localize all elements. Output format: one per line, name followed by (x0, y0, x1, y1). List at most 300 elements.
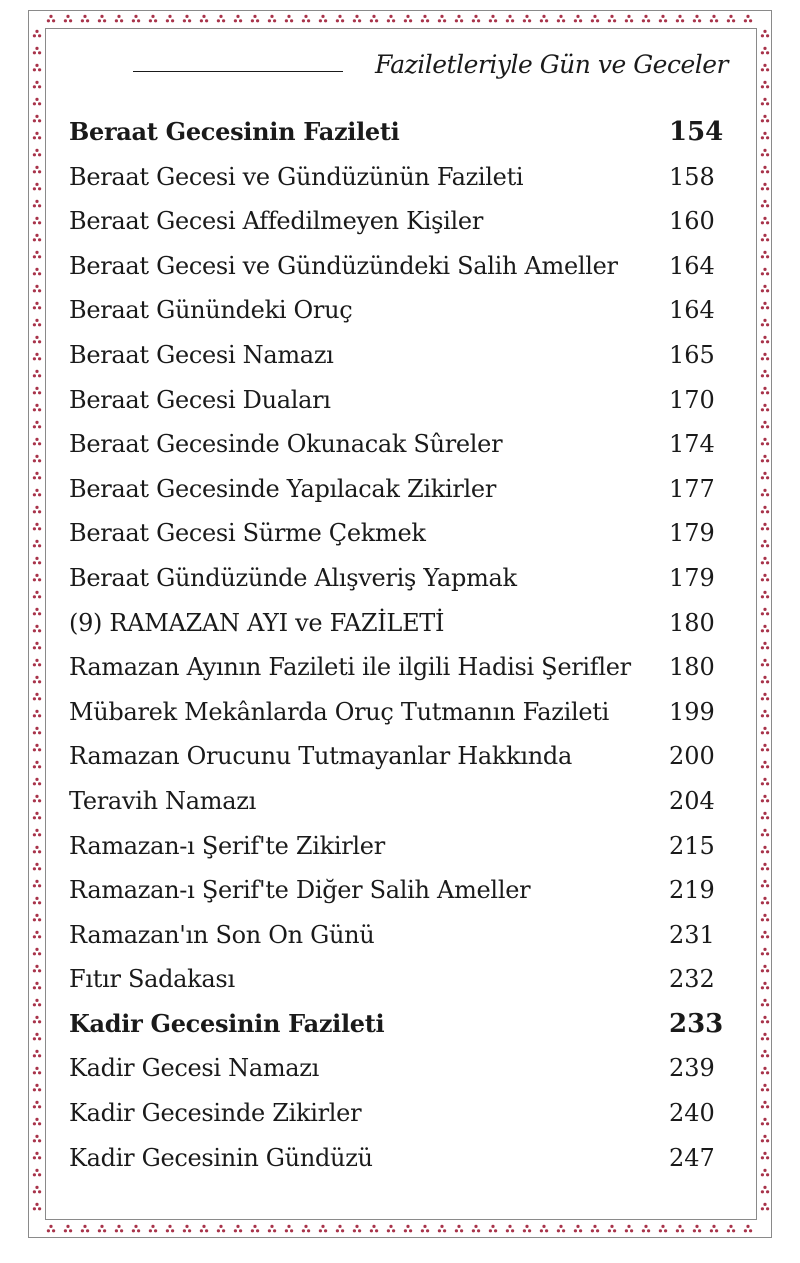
ornament-dot (766, 782, 769, 785)
toc-entry-page-number: 154 (669, 117, 724, 147)
ornament-dot (52, 1229, 55, 1232)
ornament-dot (171, 19, 174, 22)
ornament-dot (763, 132, 766, 135)
ornament-dot (38, 102, 41, 105)
ornament-dot (33, 34, 36, 37)
ornament-dot (421, 19, 424, 22)
ornament-dot (528, 19, 531, 22)
ornament-dot (38, 1105, 41, 1108)
ornament-dot (457, 15, 460, 18)
ornament-dot (625, 1229, 628, 1232)
ornament-dot (33, 1003, 36, 1006)
ornament-dot (33, 782, 36, 785)
ornament-dot (766, 1122, 769, 1125)
ornament-dot (35, 1203, 38, 1206)
ornament-dot (33, 714, 36, 717)
ornament-dot (35, 744, 38, 747)
ornament-dot (268, 1229, 271, 1232)
ornament-dot (766, 969, 769, 972)
ornament-dot (761, 136, 764, 139)
ornament-dot (761, 731, 764, 734)
ornament-dot (763, 642, 766, 645)
ornament-dot (33, 357, 36, 360)
ornament-dot (727, 19, 730, 22)
ornament-dot (35, 1067, 38, 1070)
ornament-dot (761, 323, 764, 326)
ornament-dot (375, 1229, 378, 1232)
ornament-dot (38, 187, 41, 190)
ornament-dot (302, 19, 305, 22)
ornament-dot (392, 1229, 395, 1232)
ornament-dot (766, 187, 769, 190)
ornament-dot (404, 19, 407, 22)
ornament-dot (35, 421, 38, 424)
ornament-dot (766, 1037, 769, 1040)
ornament-dot (38, 510, 41, 513)
ornament-dot (749, 1229, 752, 1232)
ornament-dot (644, 15, 647, 18)
ornament-dot (763, 829, 766, 832)
ornament-dot (761, 629, 764, 632)
ornament-dot (35, 217, 38, 220)
ornament-dot (285, 19, 288, 22)
ornament-dot (761, 442, 764, 445)
ornament-dot (33, 221, 36, 224)
ornament-dot (763, 1067, 766, 1070)
ornament-dot (545, 1229, 548, 1232)
ornament-dot (38, 1020, 41, 1023)
toc-entry-title: Kadir Gecesinin Fazileti (69, 1008, 385, 1038)
ornament-dot (33, 561, 36, 564)
ornament-dot (35, 251, 38, 254)
ornament-dot (273, 19, 276, 22)
ornament-dot (763, 625, 766, 628)
ornament-dot (47, 19, 50, 22)
ornament-dot (33, 986, 36, 989)
ornament-dot (763, 523, 766, 526)
table-of-contents (69, 112, 729, 1182)
ornament-dot (763, 1135, 766, 1138)
ornament-dot (761, 1003, 764, 1006)
ornament-dot (33, 1122, 36, 1125)
ornament-dot (33, 918, 36, 921)
ornament-dot (33, 1088, 36, 1091)
ornament-dot (38, 833, 41, 836)
ornament-dot (715, 19, 718, 22)
ornament-dot (763, 897, 766, 900)
ornament-dot (33, 595, 36, 598)
ornament-dot (33, 102, 36, 105)
toc-entry-page-number: 165 (669, 340, 715, 369)
ornament-dot (33, 1037, 36, 1040)
ornament-dot (38, 782, 41, 785)
ornament-dot (761, 612, 764, 615)
ornament-dot (35, 1118, 38, 1121)
ornament-dot (66, 1225, 69, 1228)
ornament-dot (761, 1071, 764, 1074)
ornament-dot (761, 544, 764, 547)
ornament-dot (766, 799, 769, 802)
ornament-dot (236, 1225, 239, 1228)
ornament-dot (474, 1225, 477, 1228)
ornament-dot (763, 676, 766, 679)
ornament-dot (506, 19, 509, 22)
ornament-dot (341, 1229, 344, 1232)
ornament-dot (120, 19, 123, 22)
toc-entry-title: Beraat Gecesi ve Gündüzündeki Salih Ameller (69, 251, 618, 280)
ornament-dot (746, 15, 749, 18)
ornament-dot (33, 1156, 36, 1159)
ornament-dot (761, 799, 764, 802)
ornament-dot (38, 629, 41, 632)
ornament-dot (302, 1229, 305, 1232)
ornament-dot (38, 374, 41, 377)
ornament-dot (763, 948, 766, 951)
ornament-dot (290, 1229, 293, 1232)
ornament-dot (455, 1229, 458, 1232)
ornament-dot (38, 935, 41, 938)
ornament-dot (761, 1088, 764, 1091)
ornament-dot (766, 272, 769, 275)
ornament-dot (761, 289, 764, 292)
toc-entry-title: Mübarek Mekânlarda Oruç Tutmanın Fazileti (69, 697, 610, 726)
ornament-dot (426, 19, 429, 22)
ornament-dot (659, 1229, 662, 1232)
ornament-dot (33, 1105, 36, 1108)
ornament-dot (188, 19, 191, 22)
ornament-dot (35, 846, 38, 849)
ornament-dot (358, 19, 361, 22)
ornament-dot (763, 540, 766, 543)
ornament-dot (38, 731, 41, 734)
ornament-dot (38, 663, 41, 666)
ornament-dot (132, 1229, 135, 1232)
ornament-dot (33, 731, 36, 734)
ornament-dot (389, 15, 392, 18)
toc-entry-title: Beraat Gecesinin Fazileti (69, 117, 400, 146)
ornament-dot (766, 119, 769, 122)
ornament-dot (115, 19, 118, 22)
ornament-dot (38, 680, 41, 683)
toc-entry-title: Kadir Gecesinde Zikirler (69, 1099, 362, 1128)
ornament-dot (608, 19, 611, 22)
ornament-dot (559, 1225, 562, 1228)
ornament-dot (33, 646, 36, 649)
ornament-dot (763, 200, 766, 203)
ornament-dot (168, 15, 171, 18)
ornament-dot (38, 34, 41, 37)
ornament-dot (38, 221, 41, 224)
ornament-dot (766, 612, 769, 615)
ornament-dot (38, 986, 41, 989)
ornament-dot (33, 510, 36, 513)
ornament-dot (35, 608, 38, 611)
ornament-dot (678, 15, 681, 18)
toc-entry-page-number: 232 (669, 965, 715, 994)
ornament-dot (33, 425, 36, 428)
ornament-dot (35, 540, 38, 543)
toc-entry-page-number: 179 (669, 563, 715, 592)
ornament-dot (761, 816, 764, 819)
ornament-dot (664, 19, 667, 22)
ornament-dot (630, 19, 633, 22)
ornament-dot (749, 19, 752, 22)
toc-entry-page-number: 233 (669, 1008, 724, 1039)
ornament-dot (421, 1229, 424, 1232)
ornament-dot (766, 85, 769, 88)
ornament-dot (38, 952, 41, 955)
ornament-dot (591, 19, 594, 22)
ornament-dot (763, 795, 766, 798)
ornament-dot (33, 935, 36, 938)
ornament-dot (35, 319, 38, 322)
ornament-dot (33, 816, 36, 819)
toc-entry-page-number: 200 (669, 742, 715, 771)
ornament-dot (659, 19, 662, 22)
ornament-dot (353, 19, 356, 22)
ornament-dot (661, 15, 664, 18)
ornament-dot (324, 1229, 327, 1232)
ornament-dot (766, 867, 769, 870)
toc-entry-title: Ramazan-ı Şerif'te Diğer Salih Ameller (69, 876, 531, 905)
ornament-dot (761, 391, 764, 394)
ornament-dot (763, 438, 766, 441)
ornament-dot (761, 561, 764, 564)
ornament-dot (763, 285, 766, 288)
ornament-dot (761, 884, 764, 887)
ornament-dot (409, 19, 412, 22)
ornament-dot (33, 1139, 36, 1142)
ornament-dot (744, 19, 747, 22)
ornament-dot (763, 1084, 766, 1087)
ornament-dot (474, 15, 477, 18)
ornament-dot (766, 595, 769, 598)
ornament-dot (763, 319, 766, 322)
ornament-dot (38, 1037, 41, 1040)
ornament-dot (270, 1225, 273, 1228)
ornament-dot (763, 778, 766, 781)
ornament-dot (98, 19, 101, 22)
ornament-dot (761, 204, 764, 207)
ornament-dot (763, 217, 766, 220)
ornament-dot (644, 1225, 647, 1228)
ornament-dot (766, 442, 769, 445)
ornament-dot (712, 15, 715, 18)
ornament-dot (38, 561, 41, 564)
ornament-dot (154, 1229, 157, 1232)
ornament-dot (766, 629, 769, 632)
toc-entry-title: Beraat Gecesinde Okunacak Sûreler (69, 430, 503, 459)
ornament-dot (761, 68, 764, 71)
ornament-dot (766, 374, 769, 377)
ornament-dot (251, 1229, 254, 1232)
ornament-dot (52, 19, 55, 22)
toc-entry-page-number: 160 (669, 207, 715, 236)
ornament-dot (766, 1003, 769, 1006)
ornament-dot (766, 1139, 769, 1142)
ornament-dot (763, 710, 766, 713)
ornament-dot (763, 506, 766, 509)
ornament-dot (35, 149, 38, 152)
ornament-dot (766, 1190, 769, 1193)
ornament-dot (168, 1225, 171, 1228)
ornament-border-bottom (45, 1223, 757, 1235)
ornament-dot (35, 523, 38, 526)
ornament-dot (727, 1229, 730, 1232)
ornament-dot (766, 952, 769, 955)
ornament-dot (763, 370, 766, 373)
ornament-dot (409, 1229, 412, 1232)
ornament-dot (33, 833, 36, 836)
ornament-dot (766, 204, 769, 207)
ornament-dot (33, 629, 36, 632)
ornament-dot (33, 170, 36, 173)
ornament-dot (761, 952, 764, 955)
ornament-dot (375, 19, 378, 22)
ornament-dot (35, 115, 38, 118)
ornament-dot (761, 1122, 764, 1125)
toc-entry (69, 246, 729, 291)
ornament-dot (710, 1229, 713, 1232)
ornament-dot (273, 1229, 276, 1232)
ornament-dot (406, 1225, 409, 1228)
ornament-dot (763, 1016, 766, 1019)
ornament-dot (766, 153, 769, 156)
ornament-dot (542, 1225, 545, 1228)
ornament-dot (732, 19, 735, 22)
ornament-dot (591, 1229, 594, 1232)
ornament-dot (423, 15, 426, 18)
ornament-dot (761, 663, 764, 666)
ornament-dot (676, 1229, 679, 1232)
ornament-dot (766, 391, 769, 394)
ornament-dot (729, 1225, 732, 1228)
ornament-dot (38, 357, 41, 360)
toc-entry-title: Fıtır Sadakası (69, 965, 235, 994)
ornament-dot (763, 234, 766, 237)
ornament-dot (763, 387, 766, 390)
ornament-dot (35, 64, 38, 67)
ornament-dot (763, 1169, 766, 1172)
ornament-dot (35, 1169, 38, 1172)
ornament-dot (766, 850, 769, 853)
ornament-dot (438, 19, 441, 22)
ornament-dot (766, 901, 769, 904)
ornament-dot (528, 1229, 531, 1232)
ornament-dot (33, 306, 36, 309)
ornament-dot (494, 19, 497, 22)
ornament-dot (33, 119, 36, 122)
ornament-dot (523, 19, 526, 22)
ornament-dot (35, 336, 38, 339)
ornament-dot (540, 19, 543, 22)
ornament-dot (202, 1225, 205, 1228)
ornament-dot (100, 1225, 103, 1228)
ornament-dot (151, 1225, 154, 1228)
ornament-dot (766, 102, 769, 105)
ornament-dot (38, 1173, 41, 1176)
ornament-dot (33, 1207, 36, 1210)
ornament-dot (35, 387, 38, 390)
ornament-dot (610, 15, 613, 18)
ornament-dot (35, 710, 38, 713)
ornament-dot (761, 1173, 764, 1176)
ornament-dot (763, 999, 766, 1002)
ornament-dot (695, 1225, 698, 1228)
ornament-dot (35, 982, 38, 985)
ornament-dot (217, 19, 220, 22)
ornament-dot (35, 438, 38, 441)
ornament-dot (761, 408, 764, 411)
toc-entry (69, 380, 729, 425)
ornament-dot (338, 15, 341, 18)
ornament-dot (35, 370, 38, 373)
ornament-dot (336, 19, 339, 22)
ornament-dot (766, 1054, 769, 1057)
ornament-dot (38, 85, 41, 88)
ornament-dot (134, 15, 137, 18)
toc-entry (69, 603, 729, 648)
ornament-dot (38, 1054, 41, 1057)
ornament-dot (185, 1225, 188, 1228)
ornament-dot (38, 51, 41, 54)
toc-entry-title: (9) RAMAZAN AYI ve FAZİLETİ (69, 608, 445, 637)
ornament-dot (766, 255, 769, 258)
ornament-dot (33, 901, 36, 904)
ornament-dot (766, 884, 769, 887)
ornament-dot (761, 34, 764, 37)
ornament-dot (761, 425, 764, 428)
ornament-dot (472, 1229, 475, 1232)
ornament-dot (33, 51, 36, 54)
ornament-dot (678, 1225, 681, 1228)
toc-entry-page-number: 219 (669, 876, 715, 905)
ornament-dot (38, 799, 41, 802)
ornament-dot (766, 1156, 769, 1159)
ornament-dot (38, 867, 41, 870)
ornament-dot (49, 15, 52, 18)
ornament-dot (33, 408, 36, 411)
ornament-dot (217, 1229, 220, 1232)
ornament-dot (766, 1071, 769, 1074)
ornament-dot (81, 19, 84, 22)
ornament-dot (35, 234, 38, 237)
ornament-dot (766, 68, 769, 71)
ornament-dot (392, 19, 395, 22)
ornament-dot (766, 646, 769, 649)
ornament-dot (38, 1003, 41, 1006)
toc-entry-title: Kadir Gecesi Namazı (69, 1054, 320, 1083)
ornament-dot (33, 884, 36, 887)
ornament-dot (576, 1225, 579, 1228)
ornament-dot (38, 391, 41, 394)
ornament-dot (35, 948, 38, 951)
ornament-dot (137, 19, 140, 22)
ornament-dot (761, 1020, 764, 1023)
ornament-dot (763, 302, 766, 305)
ornament-dot (33, 442, 36, 445)
ornament-dot (38, 1190, 41, 1193)
ornament-dot (35, 1135, 38, 1138)
ornament-dot (426, 1229, 429, 1232)
ornament-dot (137, 1229, 140, 1232)
ornament-dot (33, 153, 36, 156)
ornament-dot (35, 81, 38, 84)
ornament-dot (698, 1229, 701, 1232)
book-title: Faziletleriyle Gün ve Geceler (375, 50, 728, 79)
ornament-dot (763, 421, 766, 424)
ornament-dot (35, 1084, 38, 1087)
